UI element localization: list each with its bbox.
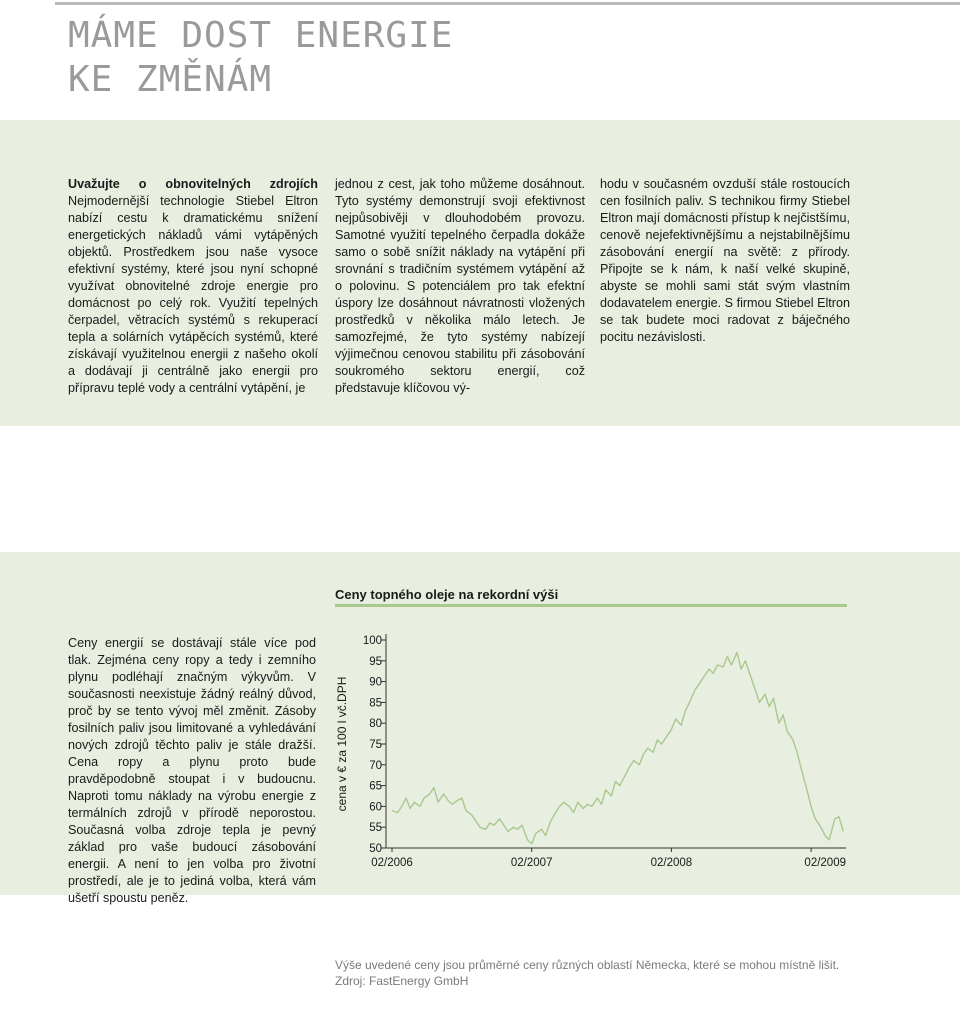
title-line-1: MÁME DOST ENERGIE xyxy=(68,15,454,56)
y-tick-label: 85 xyxy=(369,697,382,710)
x-tick-label: 02/2008 xyxy=(650,857,693,869)
y-tick-label: 65 xyxy=(369,780,382,793)
chart-title-rule xyxy=(335,604,847,607)
y-axis-label: cena v € za 100 l vč.DPH xyxy=(335,676,349,812)
chart-footnote xyxy=(335,957,895,989)
y-tick-label: 95 xyxy=(369,655,382,668)
y-tick-label: 50 xyxy=(369,843,382,855)
series-layer xyxy=(392,653,843,844)
article-lead: Uvažujte o obnovitelných zdrojích xyxy=(68,177,318,191)
article-column-1 xyxy=(68,176,318,397)
chart-title: Ceny topného oleje na rekordní výši xyxy=(335,587,559,602)
x-tick-label: 02/2006 xyxy=(371,857,413,869)
article-col3-text: hodu v současném ovzduší stále rostoucích cen fosilních paliv. S technikou firmy Stiebel Eltron mají domácnosti přístup k nejčistšímu, cenově nejefektivnějšímu a nejstabilnějšímu zásobování energií na světě: z přírody. Připojte se k nám, k naší velké skupině, abyste se mohli sami stát svým vlastním dodavatelem energie. S firmou Stiebel Eltron se tak budete moci radovat z báječného pocitu nezávislosti. xyxy=(600,177,850,344)
y-tick-label: 90 xyxy=(369,676,382,689)
y-tick-label: 75 xyxy=(369,739,382,751)
x-axis-ticks xyxy=(371,848,846,869)
article-col1-text: Nejmodernější technologie Stiebel Eltron nabízí cestu k dramatickému snížení energetických nákladů vámi vytápěných objektů. Prostředkem jsou naše vysoce efektivní systémy, které jsou nyní schopné využívat obnovitelné zdroje energie pro domácnost po celý rok. Využití tepelných čerpadel, větracích systémů s rekuperací tepla a solárních vytápěcích systémů, které získávají využitelnou energii z našeho okolí a dodávají ji centrálně jako energii pro přípravu teplé vody a centrální vytápění, je xyxy=(68,194,318,395)
sidebar-text-block xyxy=(68,635,316,907)
article-column-2 xyxy=(335,176,585,397)
x-tick-label: 02/2009 xyxy=(804,857,846,869)
y-tick-label: 80 xyxy=(369,718,382,731)
sidebar-text: Ceny energií se dostávají stále více pod tlak. Zejména ceny ropy a tedy i zemního plynu podléhají značným výkyvům. V současnosti neexistuje žádný reálný důvod, proč by se tento vývoj měl změnit. Zásoby fosilních paliv jsou limitované a vyhledávání nových zdrojů těchto paliv je stále dražší. Cena ropy a plynu proto bude pravděpodobně stoupat i v budoucnu. Naproti tomu náklady na výrobu energie z termálních zdrojů v přírodě neporostou. Současná volba zdroje tepla je pevný základ pro vaše budoucí zásobování energii. A není to jen volba pro životní prostředí, ale je to jediná volba, která vám ušetří spoustu peněz. xyxy=(68,636,316,905)
source-text: Zdroj: FastEnergy GmbH xyxy=(335,974,469,988)
y-tick-label: 60 xyxy=(369,801,382,814)
page-title xyxy=(68,14,453,102)
series-line-0 xyxy=(392,653,843,844)
article-column-3 xyxy=(600,176,850,346)
top-rule xyxy=(55,2,960,5)
footnote-text: Výše uvedené ceny jsou průměrné ceny různých oblastí Německa, které se mohou místně lišit. xyxy=(335,958,840,972)
price-chart xyxy=(330,626,855,878)
title-line-2: KE ZMĚNÁM xyxy=(68,59,273,100)
article-col2-text: jednou z cest, jak toho můžeme dosáhnout. Tyto systémy demonstrují svoji efektivnost nejpůsobivěji v dlouhodobém provozu. Samotné využití tepelného čerpadla dokáže samo o sobě snížit náklady na vytápění při srovnání s tradičním systémem vytápění až o polovinu. S potenciálem pro tak efektní úspory lze dosáhnout návratnosti vložených prostředků v několika málo letech. Je samozřejmé, že tyto systémy nabízejí výjimečnou cenovou stabilitu při zásobování soukromého sektoru energií, což představuje klíčovou vý- xyxy=(335,177,585,395)
y-tick-label: 55 xyxy=(369,822,382,835)
x-tick-label: 02/2007 xyxy=(510,857,553,869)
y-tick-label: 100 xyxy=(362,635,382,647)
y-axis-ticks xyxy=(363,635,386,855)
y-tick-label: 70 xyxy=(369,759,382,772)
